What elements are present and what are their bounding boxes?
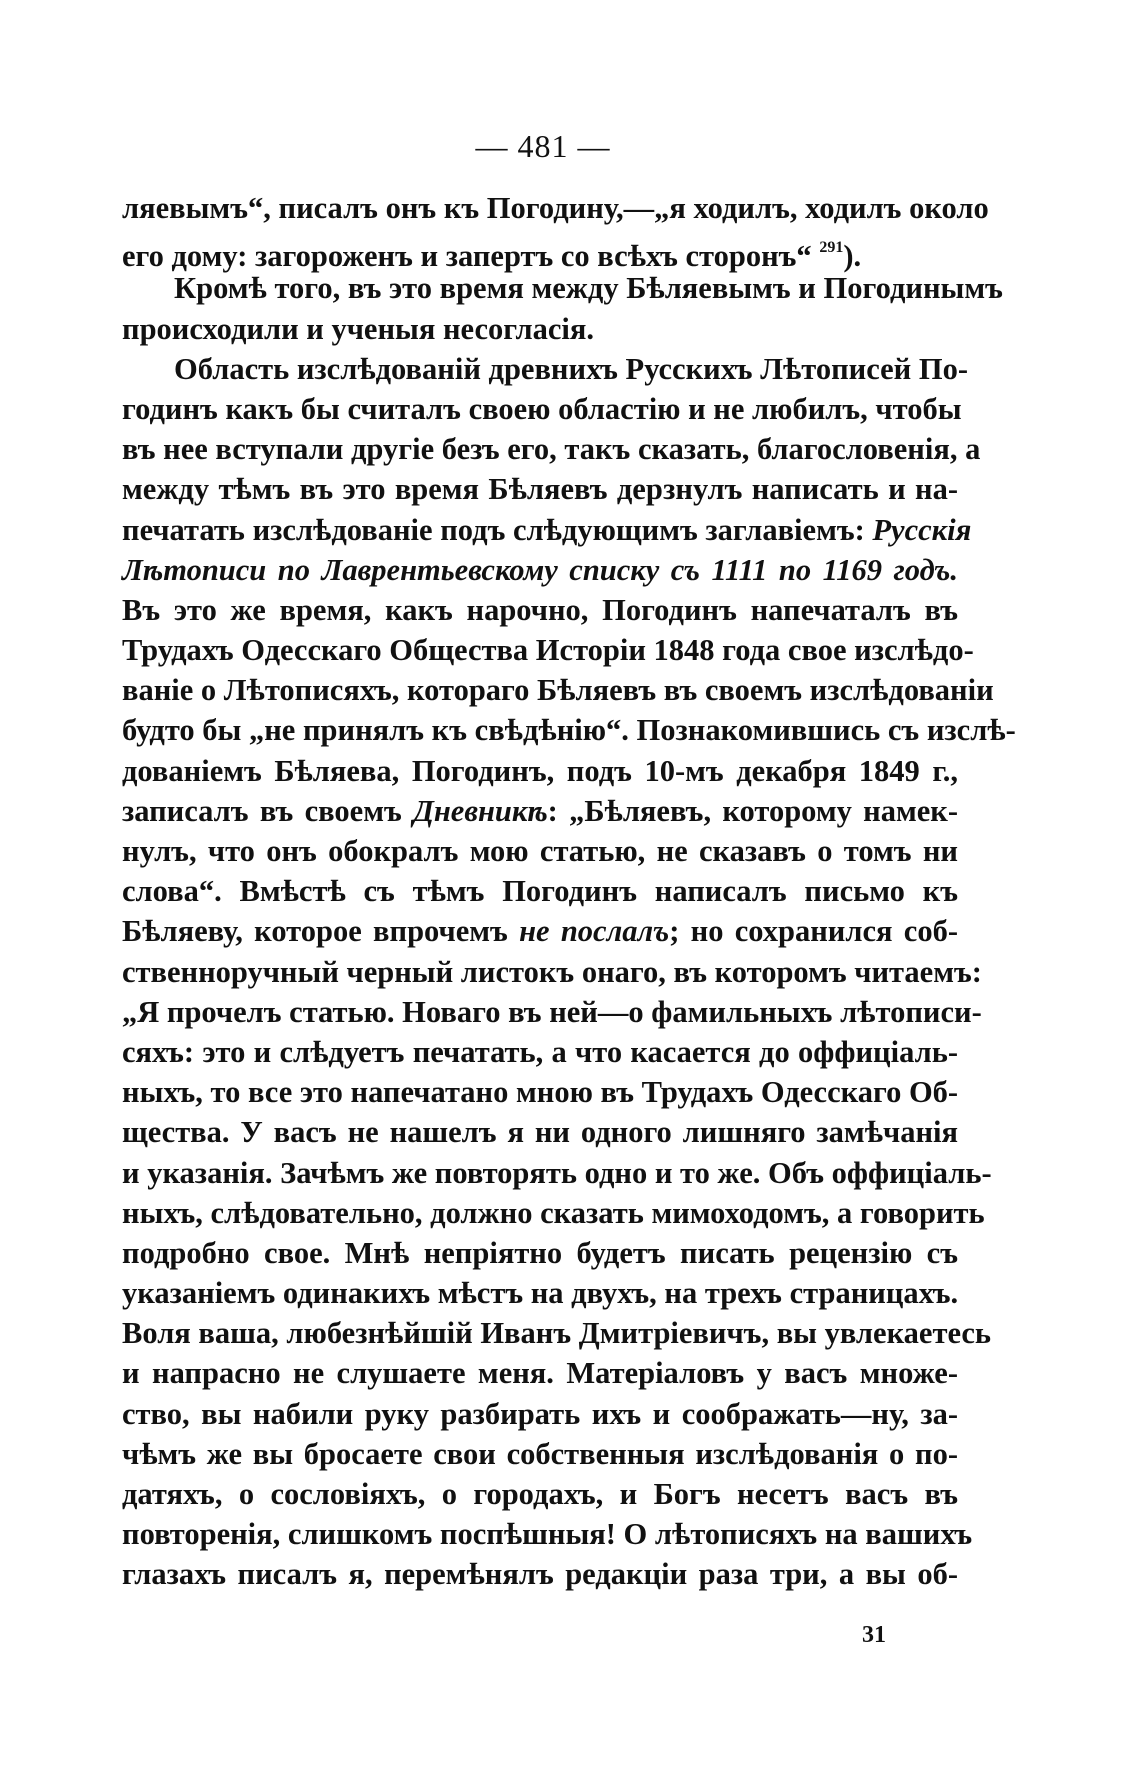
text-line: дованіемъ Бѣляева, Погодинъ, подъ 10-мъ декабря 1849 г., [122,753,958,788]
text-span: записалъ въ своемъ [122,793,414,828]
text-line: „Я прочелъ статью. Новаго въ ней—о фамильныхъ лѣтописи- [122,994,982,1029]
not-sent-italic: не послалъ [519,914,670,949]
text-line: Воля ваша, любезнѣйшій Иванъ Дмитріевичъ, вы увлекаетесь [122,1316,992,1351]
signature-mark: 31 [862,1622,886,1648]
text-line [122,911,958,951]
text-line: въ нее вступали другіе безъ его, такъ сказать, благословенія, а [122,432,981,467]
text-span: ; но сохранился соб- [669,914,959,949]
text-line: и напрасно не слушаете меня. Матеріаловъ у васъ множе- [122,1356,958,1391]
text-line: Кромѣ того, въ это время между Бѣляевымъ и Погодинымъ [174,271,1003,306]
footnote-ref: 291 [819,239,844,257]
text-line [122,228,958,274]
text-line: между тѣмъ въ это время Бѣляевъ дерзнулъ написать и на- [122,472,958,507]
page-number: — 481 — [475,128,611,164]
text-line: ственноручный черный листокъ онаго, въ которомъ читаемъ: [122,954,982,989]
text-line: ство, вы набили руку разбирать ихъ и соображать—ну, за- [122,1396,958,1431]
text-line: указаніемъ одинакихъ мѣстъ на двухъ, на трехъ страницахъ. [122,1276,959,1311]
text-line: нулъ, что онъ обокралъ мою статью, не сказавъ о томъ ни [122,834,958,868]
text-line: происходили и ученыя несогласія. [122,311,595,346]
text-line: ныхъ, то все это напечатано мною въ Трудахъ Одесскаго Об- [122,1075,959,1110]
diary-italic: Дневникѣ [413,793,548,828]
text-line: ваніе о Лѣтописяхъ, котораго Бѣляевъ въ своемъ изслѣдованіи [122,673,994,708]
text-line: подробно свое. Мнѣ непріятно будетъ писать рецензію съ [122,1235,958,1270]
text-line: датяхъ, о сословіяхъ, о городахъ, и Богъ несетъ васъ въ [122,1477,958,1511]
text-line: ныхъ, слѣдовательно, должно сказать мимоходомъ, а говорить [122,1195,985,1230]
text-span: Бѣляеву, которое впрочемъ [122,914,520,949]
text-line: Область изслѣдованій древнихъ Русскихъ Лѣтописей По- [174,351,968,386]
text-line: глазахъ писалъ я, перемѣнялъ редакціи раза три, а вы об- [122,1557,958,1592]
text-line: будто бы „не принялъ къ свѣдѣнію“. Познакомившись съ изслѣ- [122,713,1016,748]
text-line: сяхъ: это и слѣдуетъ печатать, а что касается до оффиціаль- [122,1034,958,1069]
title-italic: Русскія [872,512,972,547]
text-span: печатать изслѣдованіе подъ слѣдующимъ заглавіемъ: [122,512,873,547]
text-line: Въ это же время, какъ нарочно, Погодинъ напечаталъ въ [122,592,958,627]
text-line-italic-title: Лѣтописи по Лаврентьевскому списку съ 1111 по 1169 годъ. [122,552,958,587]
text-line: ляевымъ“, писалъ онъ къ Погодину,—„я ходилъ, ходилъ около [122,191,989,225]
text-span: его дому: загороженъ и запертъ со всѣхъ сторонъ“ [122,239,820,274]
text-line: Трудахъ Одесскаго Общества Исторіи 1848 года свое изслѣдо- [122,633,974,668]
text-line: слова“. Вмѣстѣ съ тѣмъ Погодинъ написалъ письмо къ [122,874,958,909]
text-span: ). [843,239,862,274]
text-line [122,791,958,831]
text-line: и указанія. Зачѣмъ же повторять одно и то же. Объ оффиціаль- [122,1155,992,1190]
text-span: : „Бѣляевъ, которому намек- [547,793,958,828]
text-line [122,510,972,550]
text-line: повторенія, слишкомъ поспѣшныя! О лѣтописяхъ на вашихъ [122,1517,973,1552]
text-line: годинъ какъ бы считалъ своею областію и не любилъ, чтобы [122,391,962,426]
body-text [122,188,1016,1595]
text-line: щества. У васъ не нашелъ я ни одного лишняго замѣчанія [122,1115,958,1150]
text-line: чѣмъ же вы бросаете свои собственныя изслѣдованія о по- [122,1436,958,1471]
